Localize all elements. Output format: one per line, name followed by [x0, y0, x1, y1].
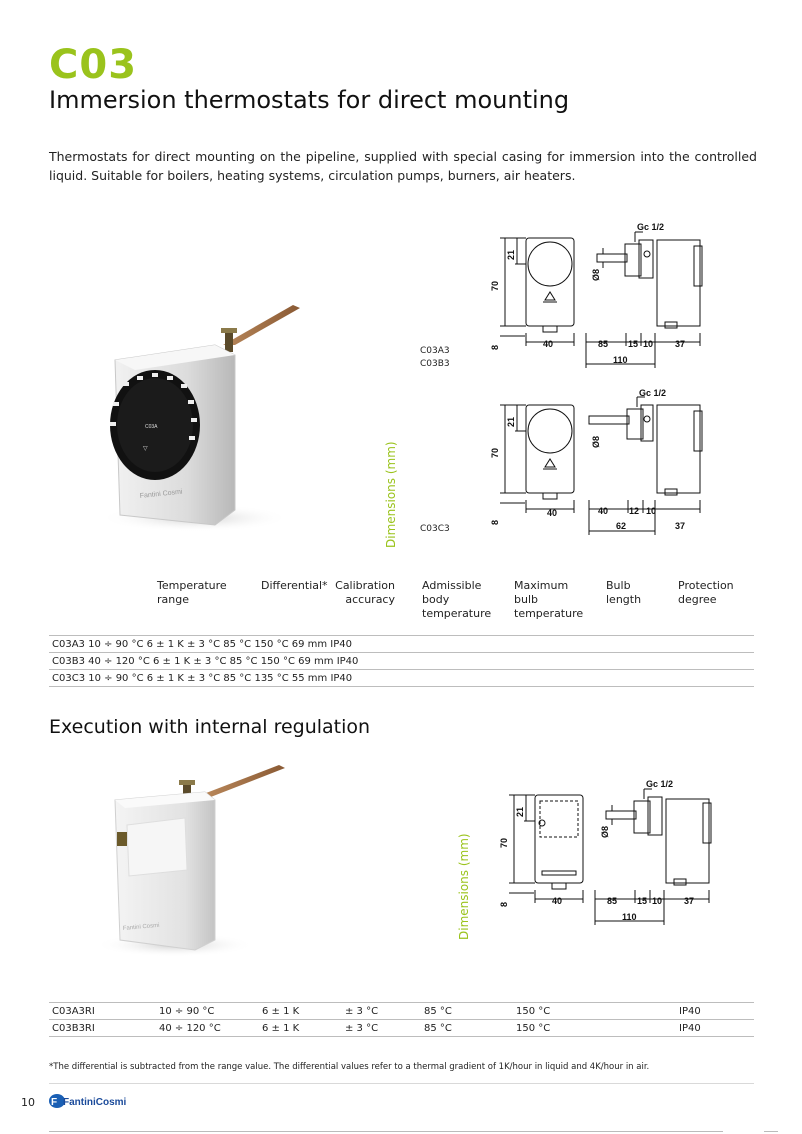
dim-21: 21: [515, 806, 525, 817]
cell-accuracy: ± 3 °C: [345, 1023, 379, 1034]
dimensions-label: Dimensions (mm): [384, 441, 398, 548]
thread-label: Gc 1/2: [637, 222, 665, 232]
dim-40: 40: [543, 339, 554, 349]
dim-diameter: Ø8: [600, 825, 610, 838]
col-header-body-temp: Admissible body temperature: [422, 579, 492, 620]
table-row: [0, 1006, 802, 1020]
model-label-c03b3: C03B3: [420, 359, 450, 369]
col-header-range: Temperature range: [157, 579, 227, 606]
cell-range: 10 ÷ 90 °C: [159, 1006, 215, 1017]
cell-model: C03B3RI: [52, 1023, 95, 1034]
product-description: Thermostats for direct mounting on the pipeline, supplied with special casing for immersion into the controlled liquid. Suitable for boilers, heating systems, circulation pumps, burners, air heaters.: [49, 149, 757, 183]
cell-accuracy: ± 3 °C: [345, 1006, 379, 1017]
table-rule: [49, 1019, 754, 1020]
product-photo-thermostat-ri: [95, 760, 295, 960]
brand-logo: [48, 1092, 128, 1110]
table-row: C03B3 40 ÷ 120 °C 6 ± 1 K ± 3 °C 85 °C 150 °C 69 mm IP40: [52, 656, 359, 667]
table-row: C03A3 10 ÷ 90 °C 6 ± 1 K ± 3 °C 85 °C 150 °C 69 mm IP40: [52, 639, 353, 650]
cell-differential: 6 ± 1 K: [262, 1023, 300, 1034]
product-code: C03: [49, 42, 138, 88]
col-header-bulb-length: Bulb length: [606, 579, 642, 606]
brand-label: Fantini Cosmi: [139, 488, 183, 500]
cell-protection: IP40: [679, 1023, 701, 1034]
cell-model: C03A3RI: [52, 1006, 95, 1017]
dim-85: 85: [598, 339, 609, 349]
cell-body-temp: 85 °C: [424, 1023, 452, 1034]
cell-bulb-temp: 150 °C: [516, 1023, 551, 1034]
dim-15: 15: [628, 339, 639, 349]
dim-total: 62: [616, 521, 627, 531]
cell-body-temp: 85 °C: [424, 1006, 452, 1017]
table-row: C03C3 10 ÷ 90 °C 6 ± 1 K ± 3 °C 85 °C 135 °C 55 mm IP40: [52, 673, 353, 684]
col-header-differential: Differential*: [261, 579, 328, 592]
bottom-rule: [49, 1131, 723, 1132]
brand-label: Fantini Cosmi: [122, 922, 160, 932]
thread-label: Gc 1/2: [646, 779, 674, 789]
dimension-drawing-c03c3: [485, 385, 710, 535]
dim-70: 70: [490, 280, 500, 291]
bottom-rule-short: [764, 1131, 778, 1132]
table-rule: [49, 652, 754, 653]
dim-12: 12: [629, 506, 640, 516]
page-title: Immersion thermostats for direct mounting: [49, 86, 570, 114]
dim-85: 85: [607, 896, 618, 906]
col-header-calibration: Calibration accuracy: [335, 579, 395, 606]
page-number: 10: [21, 1096, 35, 1109]
footnote: *The differential is subtracted from the range value. The differential values refer to a thermal gradient of 1K/hour in liquid and 4K/hour in air.: [49, 1062, 650, 1072]
dim-15: 15: [637, 896, 648, 906]
dim-10: 10: [643, 339, 654, 349]
dim-8: 8: [490, 519, 500, 525]
dim-10: 10: [652, 896, 663, 906]
dim-diameter: Ø8: [591, 268, 601, 281]
model-label-c03c3: C03C3: [420, 524, 450, 534]
col-header-protection: Protection degree: [678, 579, 734, 606]
dim-8: 8: [490, 344, 500, 350]
dimension-drawing-c03ri: [494, 775, 719, 925]
col-header-bulb-temp: Maximum bulb temperature: [514, 579, 584, 620]
cell-protection: IP40: [679, 1006, 701, 1017]
dim-70: 70: [490, 447, 500, 458]
dim-21: 21: [506, 416, 516, 427]
svg-text:F: F: [51, 1097, 58, 1108]
thread-label: Gc 1/2: [639, 388, 667, 398]
dim-21: 21: [506, 249, 516, 260]
dim-37: 37: [675, 521, 686, 531]
footer-rule: [49, 1083, 754, 1084]
table-rule: [49, 1002, 754, 1003]
dim-8: 8: [499, 901, 509, 907]
cell-differential: 6 ± 1 K: [262, 1006, 300, 1017]
dim-37: 37: [684, 896, 695, 906]
dim-diameter: Ø8: [591, 435, 601, 448]
product-photo-thermostat: [95, 300, 325, 535]
table-rule: [49, 686, 754, 687]
dim-40a: 40: [547, 508, 558, 518]
dimension-drawing-c03a3: [485, 218, 710, 368]
dial-model-label: C03A: [145, 424, 158, 430]
brand-logo-text: FantiniCosmi: [63, 1097, 127, 1108]
dim-10: 10: [646, 506, 657, 516]
dim-70: 70: [499, 837, 509, 848]
cell-range: 40 ÷ 120 °C: [159, 1023, 221, 1034]
table-row: [0, 1023, 802, 1037]
dim-total: 110: [622, 912, 637, 922]
dim-40b: 40: [598, 506, 609, 516]
model-label-c03a3: C03A3: [420, 346, 450, 356]
table-rule: [49, 669, 754, 670]
svg-text:▽: ▽: [143, 446, 148, 452]
cell-bulb-temp: 150 °C: [516, 1006, 551, 1017]
section-title-internal-regulation: Execution with internal regulation: [49, 716, 371, 738]
dim-total: 110: [613, 355, 628, 365]
dim-37: 37: [675, 339, 686, 349]
dimensions-label-2: Dimensions (mm): [457, 833, 471, 940]
table-rule: [49, 635, 754, 636]
dim-40: 40: [552, 896, 563, 906]
table-rule: [49, 1036, 754, 1037]
